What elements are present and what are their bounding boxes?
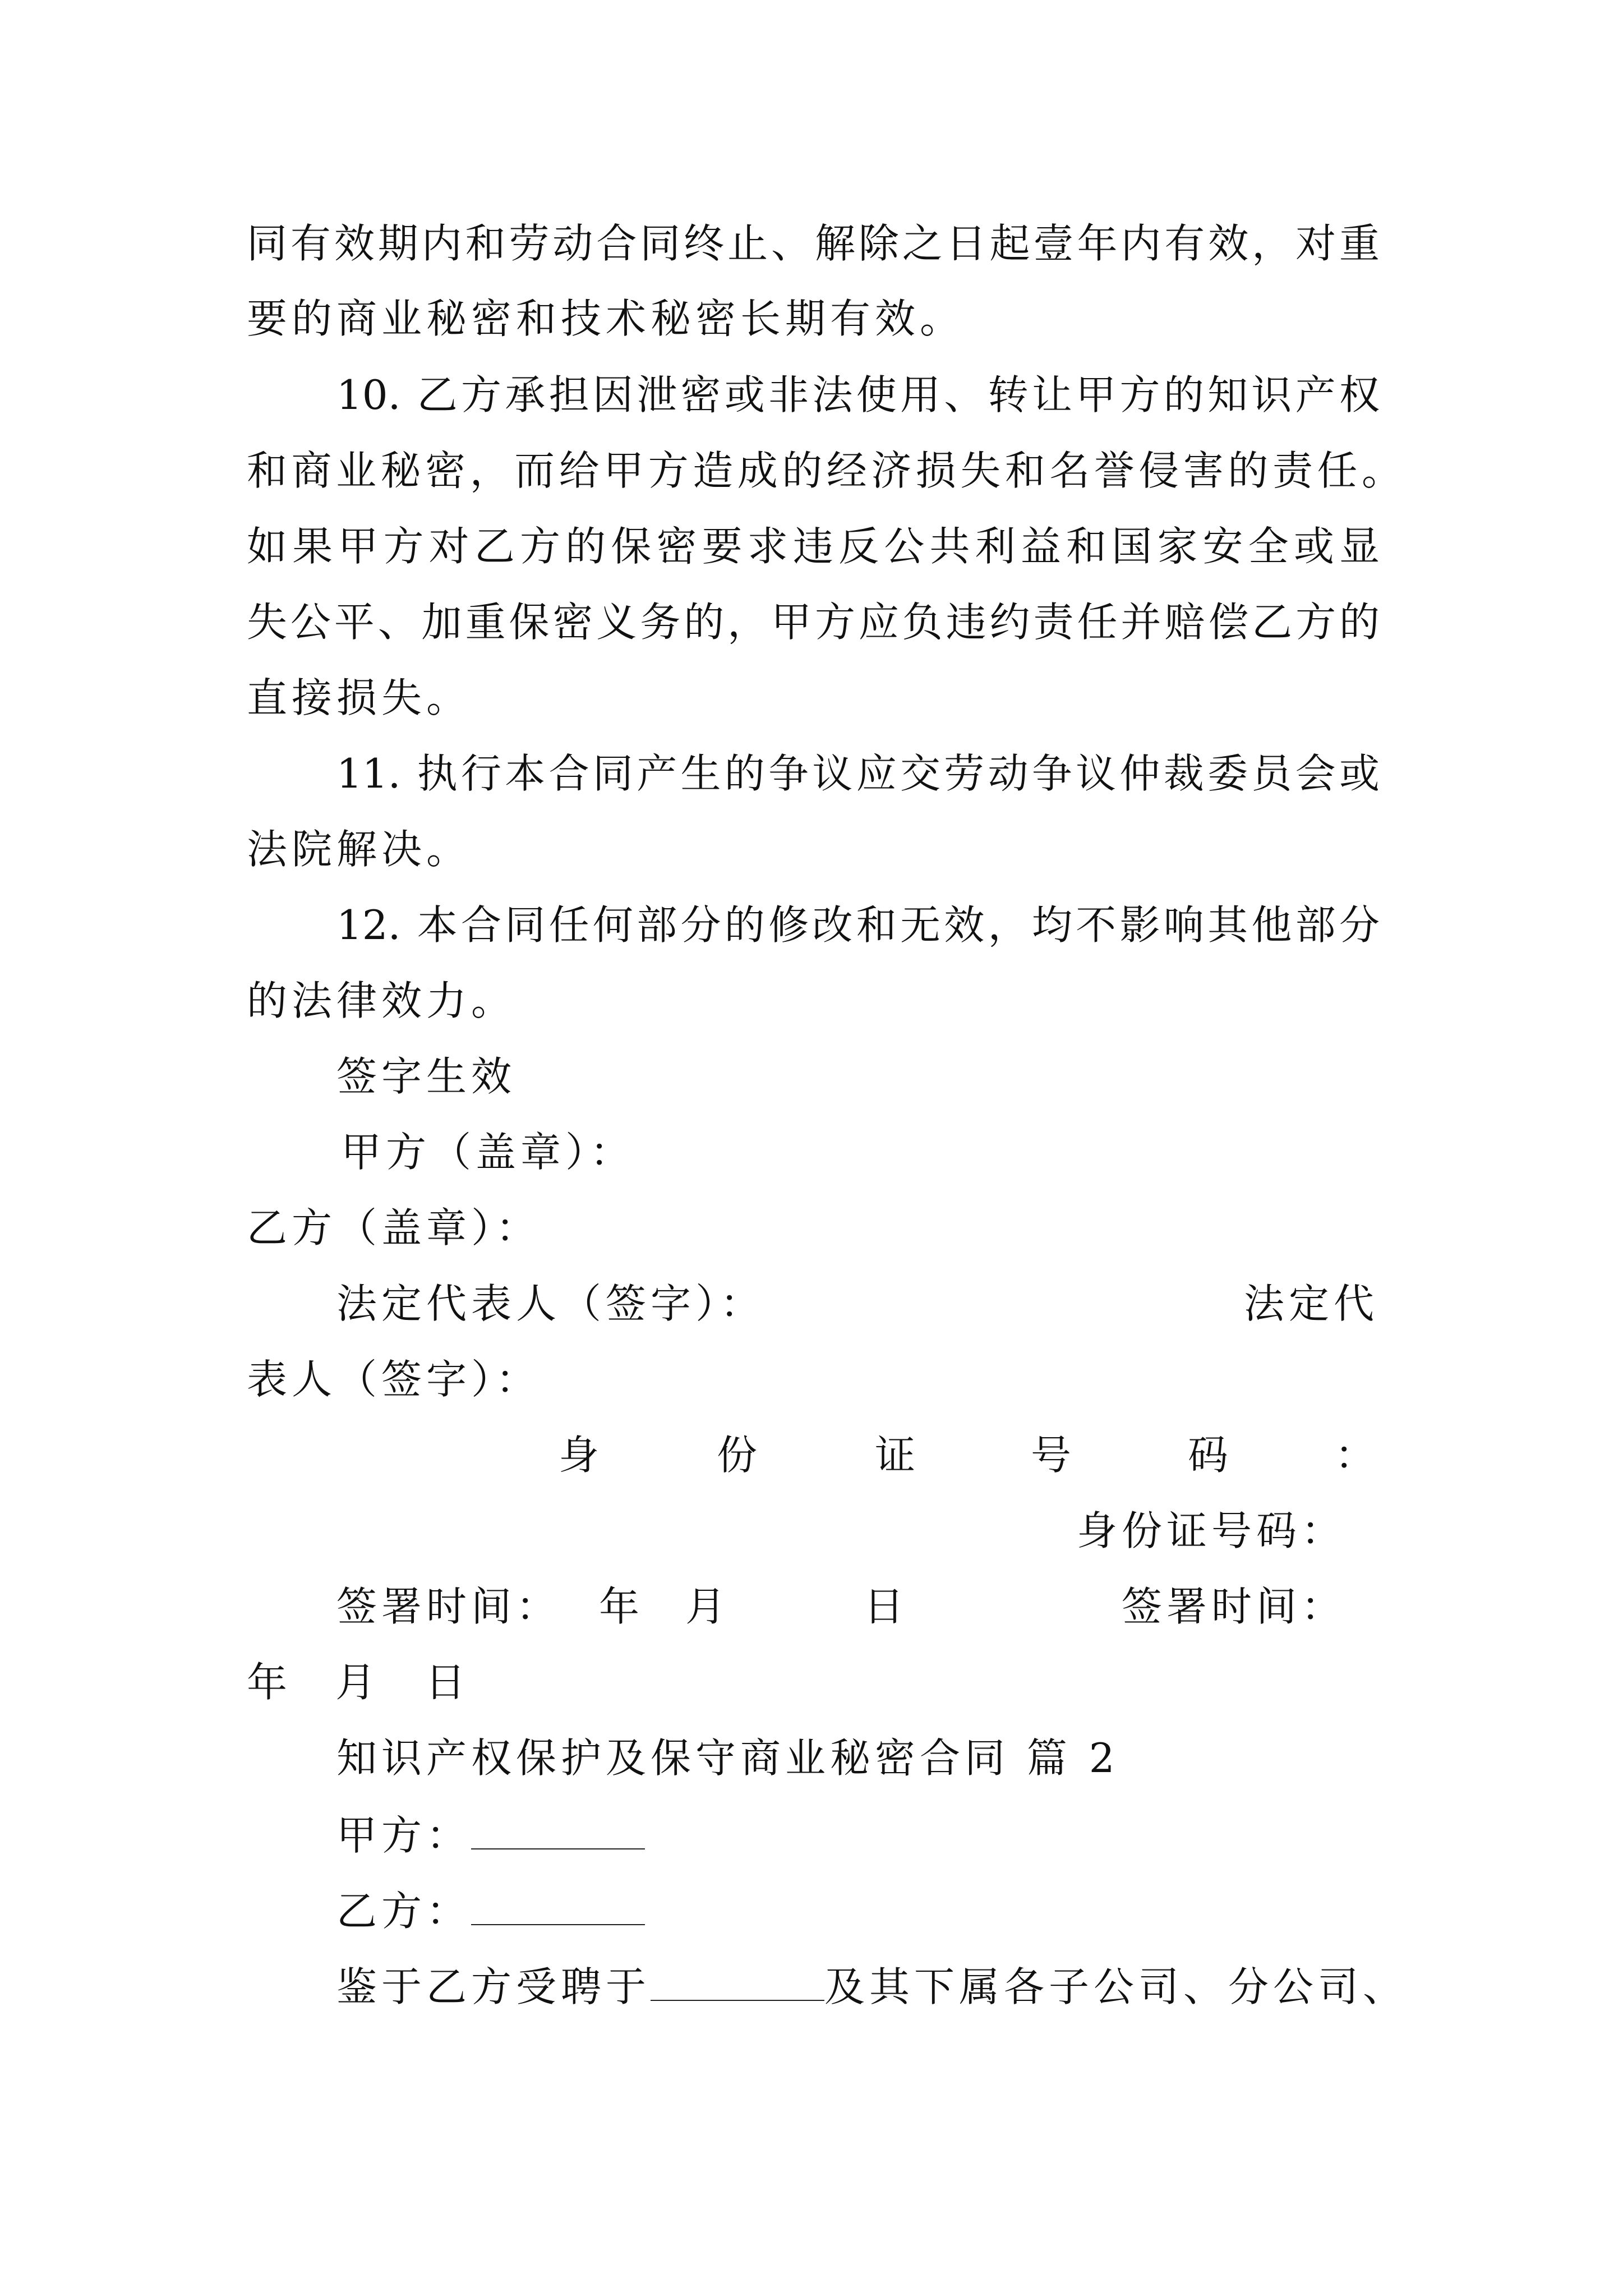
intro-end: 及其下属各子公司、分公司、 — [824, 1963, 1408, 2010]
legal-rep-b-label-start: 法定代 — [1244, 1280, 1379, 1327]
id-char: 份 — [717, 1432, 762, 1479]
sign-time-a-label: 签署时间： — [336, 1583, 561, 1630]
year-label: 年 — [247, 1659, 292, 1706]
clause-10-line: 10. 乙方承担因泄密或非法使用、转让甲方的知识产权 — [336, 371, 1380, 418]
id-char: 码 — [1188, 1432, 1233, 1479]
party-a-label: 甲方： — [336, 1812, 472, 1859]
clause-11-line: 11. 执行本合同产生的争议应交劳动争议仲裁委员会或 — [336, 750, 1380, 797]
company-name-blank — [651, 1965, 824, 2001]
day-label: 日 — [864, 1583, 909, 1630]
year-label: 年 — [599, 1583, 644, 1630]
party-a-line — [336, 1812, 645, 1859]
party-b-label: 乙方： — [336, 1888, 472, 1935]
paragraph-line: 同有效期内和劳动合同终止、解除之日起壹年内有效，对重 — [247, 220, 1380, 267]
paragraph-line: 如果甲方对乙方的保密要求违反公共利益和国家安全或显 — [247, 523, 1380, 570]
id-char: ： — [1335, 1432, 1380, 1479]
paragraph-line: 失公平、加重保密义务的，甲方应负违约责任并赔偿乙方的 — [247, 599, 1380, 646]
party-a-seal-label: 甲方（盖章）： — [341, 1129, 635, 1176]
paragraph-line: 法院解决。 — [247, 826, 472, 873]
id-number-label: 身份证号码： — [1077, 1507, 1347, 1554]
second-contract-title: 知识产权保护及保守商业秘密合同 篇 2 — [336, 1734, 1119, 1782]
party-b-line — [336, 1888, 645, 1935]
legal-rep-b-label-end: 表人（签字）： — [247, 1356, 541, 1403]
clause-12-line: 12. 本合同任何部分的修改和无效，均不影响其他部分 — [336, 901, 1380, 949]
party-a-blank — [471, 1814, 645, 1849]
intro-line — [336, 1963, 1408, 2010]
sign-time-b-label: 签署时间： — [1122, 1583, 1347, 1630]
sign-effective: 签字生效 — [336, 1053, 517, 1100]
paragraph-line: 的法律效力。 — [247, 977, 517, 1024]
legal-rep-a-label: 法定代表人（签字）： — [336, 1280, 766, 1327]
id-char: 身 — [559, 1432, 604, 1479]
month-label: 月 — [685, 1583, 731, 1630]
id-char: 号 — [1031, 1432, 1076, 1479]
party-b-blank — [471, 1889, 645, 1925]
day-label: 日 — [425, 1659, 471, 1706]
intro-start: 鉴于乙方受聘于 — [336, 1963, 651, 2010]
paragraph-line: 要的商业秘密和技术秘密长期有效。 — [247, 295, 965, 342]
paragraph-line: 直接损失。 — [247, 674, 472, 721]
id-char: 证 — [875, 1432, 920, 1479]
party-b-seal-label: 乙方（盖章）： — [247, 1204, 541, 1251]
paragraph-line: 和商业秘密，而给甲方造成的经济损失和名誉侵害的责任。 — [247, 447, 1402, 494]
month-label: 月 — [335, 1659, 381, 1706]
